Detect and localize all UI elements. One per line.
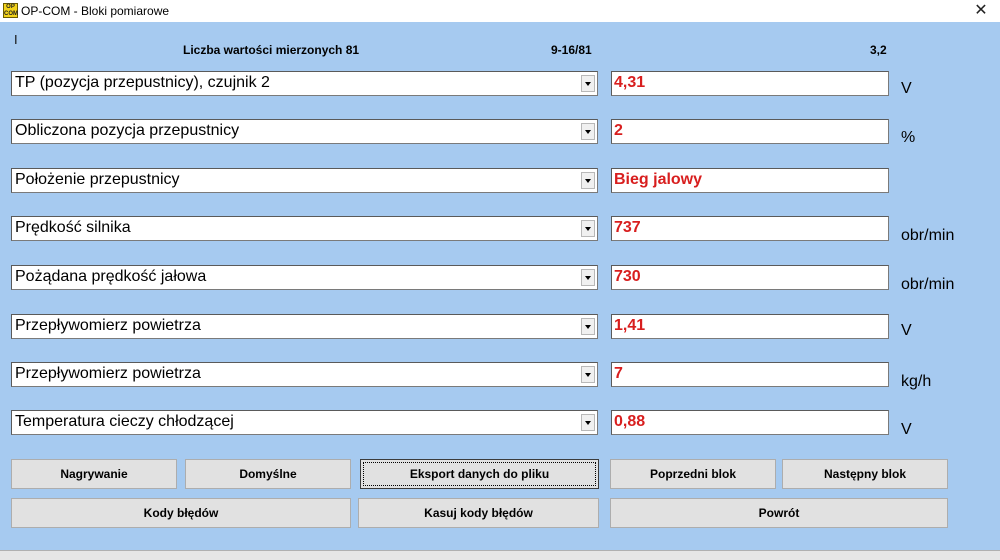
chevron-down-icon[interactable] xyxy=(581,75,595,92)
value-text: 0,88 xyxy=(614,413,646,430)
parameter-unit-6: V xyxy=(901,322,912,339)
value-text: 2 xyxy=(614,122,623,139)
parameter-unit-4: obr/min xyxy=(901,227,955,244)
parameter-unit-2: % xyxy=(901,129,916,146)
parameter-select-3[interactable] xyxy=(11,168,598,193)
parameter-select-7[interactable] xyxy=(11,362,598,387)
chevron-down-icon[interactable] xyxy=(581,123,595,140)
parameter-label: Prędkość silnika xyxy=(15,219,131,236)
parameter-select-2[interactable] xyxy=(11,119,598,144)
back-button[interactable]: Powrót xyxy=(610,498,948,528)
next-block-button[interactable]: Następny blok xyxy=(782,459,948,489)
parameter-value-7 xyxy=(611,362,889,387)
parameter-value-6 xyxy=(611,314,889,339)
parameter-select-6[interactable] xyxy=(11,314,598,339)
chevron-down-icon[interactable] xyxy=(581,220,595,237)
parameter-value-3 xyxy=(611,168,889,193)
value-text: Bieg jalowy xyxy=(614,171,703,188)
value-text: 1,41 xyxy=(614,317,646,334)
value-text: 737 xyxy=(614,219,641,236)
record-button[interactable]: Nagrywanie xyxy=(11,459,177,489)
parameter-label: Obliczona pozycja przepustnicy xyxy=(15,122,240,139)
parameter-unit-7: kg/h xyxy=(901,373,932,390)
parameter-select-5[interactable] xyxy=(11,265,598,290)
window-title: OP-COM - Bloki pomiarowe xyxy=(21,4,170,18)
value-text: 730 xyxy=(614,268,641,285)
parameter-value-1 xyxy=(611,71,889,96)
parameter-unit-1: V xyxy=(901,80,912,97)
parameter-label: Przepływomierz powietrza xyxy=(15,365,201,382)
parameter-label: Przepływomierz powietrza xyxy=(15,317,201,334)
error-codes-button[interactable]: Kody błędów xyxy=(11,498,351,528)
parameter-value-2 xyxy=(611,119,889,144)
parameter-select-4[interactable] xyxy=(11,216,598,241)
defaults-button[interactable]: Domyślne xyxy=(185,459,351,489)
chevron-down-icon[interactable] xyxy=(581,414,595,431)
clear-error-codes-button[interactable]: Kasuj kody błędów xyxy=(358,498,599,528)
parameter-unit-5: obr/min xyxy=(901,276,955,293)
chevron-down-icon[interactable] xyxy=(581,269,595,286)
chevron-down-icon[interactable] xyxy=(581,366,595,383)
value-text: 4,31 xyxy=(614,74,646,91)
parameter-label: Temperatura cieczy chłodzącej xyxy=(15,413,234,430)
close-button[interactable]: ✕ xyxy=(974,2,988,19)
title-bar xyxy=(0,0,1000,22)
range-label: 9-16/81 xyxy=(551,43,592,57)
text-cursor-icon: I xyxy=(14,32,18,47)
previous-block-button[interactable]: Poprzedni blok xyxy=(610,459,776,489)
value-text: 7 xyxy=(614,365,623,382)
parameter-value-8 xyxy=(611,410,889,435)
version-label: 3,2 xyxy=(870,43,887,57)
chevron-down-icon[interactable] xyxy=(581,172,595,189)
parameter-label: Pożądana prędkość jałowa xyxy=(15,268,207,285)
parameter-label: Położenie przepustnicy xyxy=(15,171,180,188)
value-count-label: Liczba wartości mierzonych 81 xyxy=(183,43,360,57)
parameter-value-4 xyxy=(611,216,889,241)
parameter-unit-8: V xyxy=(901,421,912,438)
parameter-select-1[interactable] xyxy=(11,71,598,96)
parameter-value-5 xyxy=(611,265,889,290)
chevron-down-icon[interactable] xyxy=(581,318,595,335)
export-data-button[interactable]: Eksport danych do pliku xyxy=(360,459,599,489)
window-bottom-edge xyxy=(0,550,1000,560)
parameter-label: TP (pozycja przepustnicy), czujnik 2 xyxy=(15,74,270,91)
parameter-select-8[interactable] xyxy=(11,410,598,435)
app-icon: OP COM xyxy=(4,4,18,17)
